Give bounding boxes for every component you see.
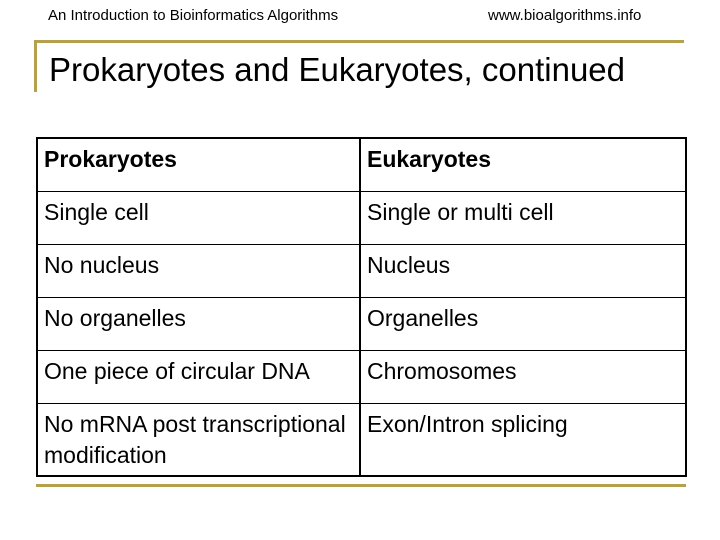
table-cell: Single or multi cell	[360, 191, 686, 244]
table-cell: Single cell	[37, 191, 360, 244]
column-header-eukaryotes: Eukaryotes	[360, 138, 686, 191]
header-course-title: An Introduction to Bioinformatics Algorithms	[48, 7, 339, 24]
footer-divider	[36, 484, 686, 487]
table-header-row	[37, 138, 686, 191]
table-row	[37, 403, 686, 476]
comparison-table	[36, 137, 685, 477]
table-row	[37, 297, 686, 350]
header-website: www.bioalgorithms.info	[488, 7, 642, 24]
table-cell: Nucleus	[360, 244, 686, 297]
slide-title: Prokaryotes and Eukaryotes, continued	[49, 51, 626, 88]
table-cell: No nucleus	[37, 244, 360, 297]
table-cell: Chromosomes	[360, 350, 686, 403]
table-cell: Exon/Intron splicing	[360, 403, 686, 476]
slide-title-frame	[34, 40, 684, 92]
table-cell: No organelles	[37, 297, 360, 350]
table-row	[37, 244, 686, 297]
table-cell: One piece of circular DNA	[37, 350, 360, 403]
table-row	[37, 350, 686, 403]
column-header-prokaryotes: Prokaryotes	[37, 138, 360, 191]
table-row	[37, 191, 686, 244]
table-cell: Organelles	[360, 297, 686, 350]
table-cell: No mRNA post transcriptional modification	[37, 403, 360, 476]
